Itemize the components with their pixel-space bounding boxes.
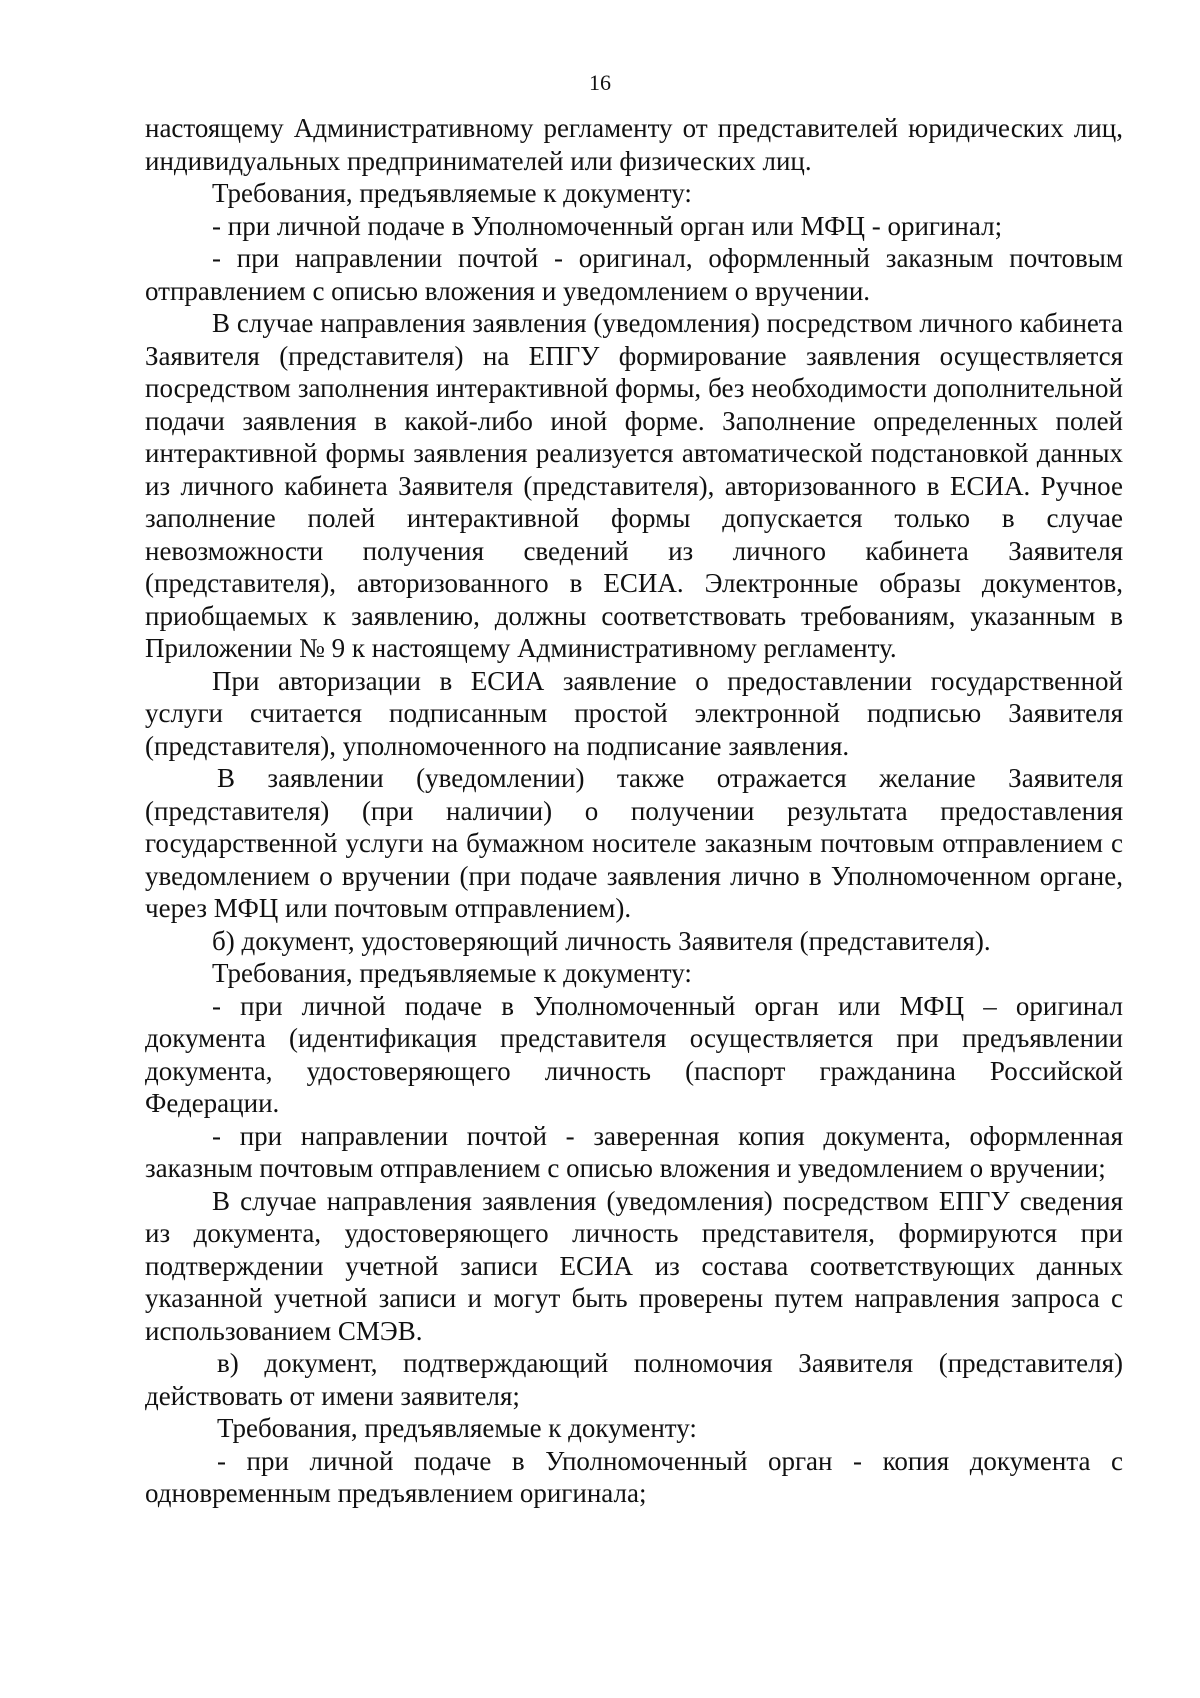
document-body (145, 112, 1123, 1510)
paragraph: - при личной подаче в Уполномоченный орган или МФЦ – оригинал документа (идентификация представителя осуществляется при предъявлении документа, удостоверяющего личность (паспорт гражданина Российской Федерации. (145, 990, 1123, 1118)
page-number: 16 (589, 70, 611, 95)
paragraph: - при личной подаче в Уполномоченный орган или МФЦ - оригинал; (212, 210, 1003, 241)
paragraph: При авторизации в ЕСИА заявление о предоставлении государственной услуги считается подписанным простой электронной подписью Заявителя (представителя), уполномоченного на подписание заявления. (145, 665, 1123, 761)
paragraph: Требования, предъявляемые к документу: (212, 958, 692, 988)
paragraph: - при направлении почтой - заверенная копия документа, оформленная заказным почтовым отправлением с описью вложения и уведомлением о вручении; (145, 1120, 1123, 1183)
paragraph: В заявлении (уведомлении) также отражается желание Заявителя (представителя) (при наличии) о получении результата предоставления государственной услуги на бумажном носителе заказным почтовым отправлением с уведомлением о вручении (при подаче заявления лично в Уполномоченном органе, через МФЦ или почтовым отправлением). (145, 763, 1123, 923)
paragraph: б) документ, удостоверяющий личность Заявителя (представителя). (212, 925, 991, 956)
paragraph: Требования, предъявляемые к документу: (212, 178, 692, 208)
paragraph: Требования, предъявляемые к документу: (217, 1413, 697, 1443)
paragraph: - при личной подаче в Уполномоченный орган - копия документа с одновременным предъявлением оригинала; (145, 1445, 1123, 1508)
paragraph: - при направлении почтой - оригинал, оформленный заказным почтовым отправлением с описью вложения и уведомлением о вручении. (145, 243, 1123, 306)
paragraph: В случае направления заявления (уведомления) посредством личного кабинета Заявителя (представителя) на ЕПГУ формирование заявления осуществляется посредством заполнения интерактивной формы, без необходимости дополнительной подачи заявления в какой-либо иной форме. Заполнение определенных полей интерактивной формы заявления реализуется автоматической подстановкой данных из личного кабинета Заявителя (представителя), авторизованного в ЕСИА. Ручное заполнение полей интерактивной формы допускается только в случае невозможности получения сведений из личного кабинета Заявителя (представителя), авторизованного в ЕСИА. Электронные образы документов, приобщаемых к заявлению, должны соответствовать требованиям, указанным в Приложении № 9 к настоящему Административному регламенту. (145, 308, 1123, 663)
paragraph: настоящему Административному регламенту от представителей юридических лиц, индивидуальных предпринимателей или физических лиц. (145, 113, 1123, 176)
paragraph: в) документ, подтверждающий полномочия Заявителя (представителя) действовать от имени заявителя; (145, 1348, 1123, 1411)
paragraph: В случае направления заявления (уведомления) посредством ЕПГУ сведения из документа, удостоверяющего личность представителя, формируются при подтверждении учетной записи ЕСИА из состава соответствующих данных указанной учетной записи и могут быть проверены путем направления запроса с использованием СМЭВ. (145, 1185, 1123, 1346)
